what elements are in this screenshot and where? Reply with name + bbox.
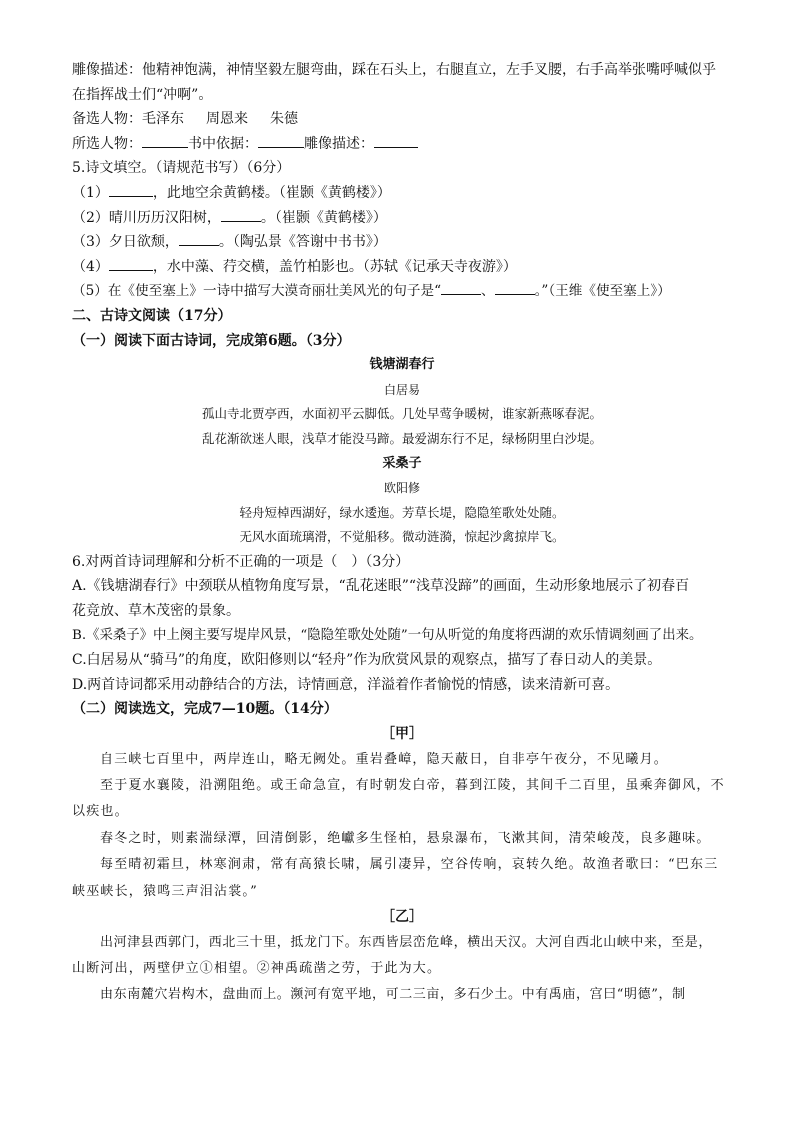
candidate-figures (72, 107, 732, 132)
section-2-part-2-title: （二）阅读选文，完成7—10题。（14分） (72, 701, 338, 718)
q5-blank-5a[interactable] (441, 279, 481, 295)
passage-yi-p1-line-1: 出河津县西郭门，西北三十里，抵龙门下。东西皆层峦危峰，横出天汉。大河自西北山峡中来，至是， (100, 934, 713, 950)
q6-option-b: B.《采桑子》中上阕主要写堤岸风景，“隐隐笙歌处处随”一句从听觉的角度将西湖的欢乐情调刻画了出来。 (72, 627, 703, 643)
passage-yi-marker: ［乙］ (381, 909, 423, 926)
q5-blank-3[interactable] (179, 230, 219, 246)
poem-1-title: 钱塘湖春行 (369, 357, 435, 373)
q5-blank-4[interactable] (109, 255, 153, 271)
q6-stem: 6.对两首诗词理解和分析不正确的一项是（ ）（3分） (72, 553, 410, 570)
q5-item-4: （4） ，水中藻、荇交横，盖竹柏影也。（苏轼《记承天寺夜游》） (72, 255, 732, 280)
poem-1-author: 白居易 (383, 382, 420, 397)
section-2-part-1-title: （一）阅读下面古诗词，完成第6题。（3分） (72, 332, 351, 349)
q5-blank-2[interactable] (221, 206, 261, 222)
passage-jia-p2-line-2: 以疾也。 (72, 804, 129, 820)
q5-item-5: （5）在《使至塞上》一诗中描写大漠奇丽壮美风光的句子是“ 、 。”（王维《使至塞上》） (72, 279, 732, 304)
q6-option-a-line-1: A.《钱塘湖春行》中颈联从植物角度写景，“乱花迷眼”“浅草没蹄”的画面，生动形象地展示了初春百 (72, 578, 690, 595)
passage-jia-p4-line-1: 每至晴初霜旦，林寒涧肃，常有高猿长啸，属引凄异，空谷传响，哀转久绝。故渔者歌曰：“巴东三 (100, 857, 719, 873)
q6-option-c: C.白居易从“骑马”的角度，欧阳修则以“轻舟”作为欣赏风景的观察点，描写了春日动人的美景。 (72, 652, 662, 669)
q5-blank-1[interactable] (109, 181, 153, 197)
passage-jia-p2-line-1: 至于夏水襄陵，沿溯阻绝。或王命急宣，有时朝发白帝，暮到江陵，其间千二百里，虽乘奔御风，不 (100, 778, 725, 794)
poem-2-author: 欧阳修 (383, 481, 420, 496)
q5-title: 5.诗文填空。（请规范书写）（6分） (72, 160, 291, 177)
statue-desc-label: 雕像描述： (304, 135, 374, 152)
passage-jia-p4-line-2: 峡巫峡长，猿鸣三声泪沾裳。” (72, 883, 258, 899)
passage-yi-p1-line-2: 山断河出，两壁伊立①相望。②神禹疏凿之劳，于此为大。 (72, 961, 442, 977)
statue-description-line-1: 雕像描述：他精神饱满，神情坚毅左腿弯曲，踩在石头上，右腿直立，左手叉腰，右手高举张嘴呼喊似乎 (72, 62, 716, 78)
poem-1-line-2: 乱花渐欲迷人眼，浅草才能没马蹄。最爱湖东行不足，绿杨阴里白沙堤。 (201, 430, 602, 446)
book-basis-blank[interactable] (258, 132, 304, 148)
poem-1-line-1: 孤山寺北贾亭西，水面初平云脚低。几处早莺争暖树，谁家新燕啄春泥。 (201, 406, 602, 422)
q5-item-1: （1） ，此地空余黄鹤楼。（崔颢《黄鹤楼》） (72, 181, 732, 206)
passage-jia-p3: 春冬之时，则素湍绿潭，回清倒影，绝巘多生怪柏，悬泉瀑布，飞漱其间，清荣峻茂，良多趣味。 (100, 830, 711, 846)
selected-figure-label: 所选人物： (72, 135, 142, 152)
candidate-zhou: 周恩来 (206, 111, 248, 128)
section-2-title: 二、古诗文阅读（17分） (72, 307, 232, 324)
exam-page (72, 58, 732, 1009)
candidate-zhu: 朱德 (270, 111, 298, 128)
q6-option-d: D.两首诗词都采用动静结合的方法，诗情画意，洋溢着作者愉悦的情感，读来清新可喜。 (72, 676, 620, 693)
poem-2-title: 采桑子 (382, 455, 422, 471)
answer-selection-line (72, 132, 732, 157)
q5-item-3: （3）夕日欲颓， 。（陶弘景《答谢中书书》） (72, 230, 732, 255)
statue-description-line-2: 在指挥战士们“冲啊”。 (72, 86, 213, 103)
selected-figure-blank[interactable] (142, 132, 188, 148)
q5-blank-5b[interactable] (495, 279, 535, 295)
candidate-mao: 毛泽东 (142, 111, 184, 128)
passage-yi-p2: 由东南麓穴岩构木，盘曲而上。濒河有宽平地，可二三亩，多石少土。中有禹庙，宫曰“明德”，制 (100, 987, 686, 1003)
candidates-label: 备选人物： (72, 111, 142, 128)
passage-jia-marker: ［甲］ (381, 726, 423, 743)
q5-item-2: （2）晴川历历汉阳树， 。（崔颢《黄鹤楼》） (72, 206, 732, 231)
passage-jia-p1: 自三峡七百里中，两岸连山，略无阙处。重岩叠嶂，隐天蔽日，自非亭午夜分，不见曦月。 (100, 751, 669, 767)
statue-desc-blank[interactable] (374, 132, 418, 148)
poem-2-line-1: 轻舟短棹西湖好，绿水逶迤。芳草长堤，隐隐笙歌处处随。 (239, 504, 565, 520)
book-basis-label: 书中依据： (188, 135, 258, 152)
poem-2-line-2: 无风水面琉璃滑，不觉船移。微动涟漪，惊起沙禽掠岸飞。 (239, 529, 565, 545)
q6-option-a-line-2: 花竞放、草木茂密的景象。 (72, 603, 240, 620)
